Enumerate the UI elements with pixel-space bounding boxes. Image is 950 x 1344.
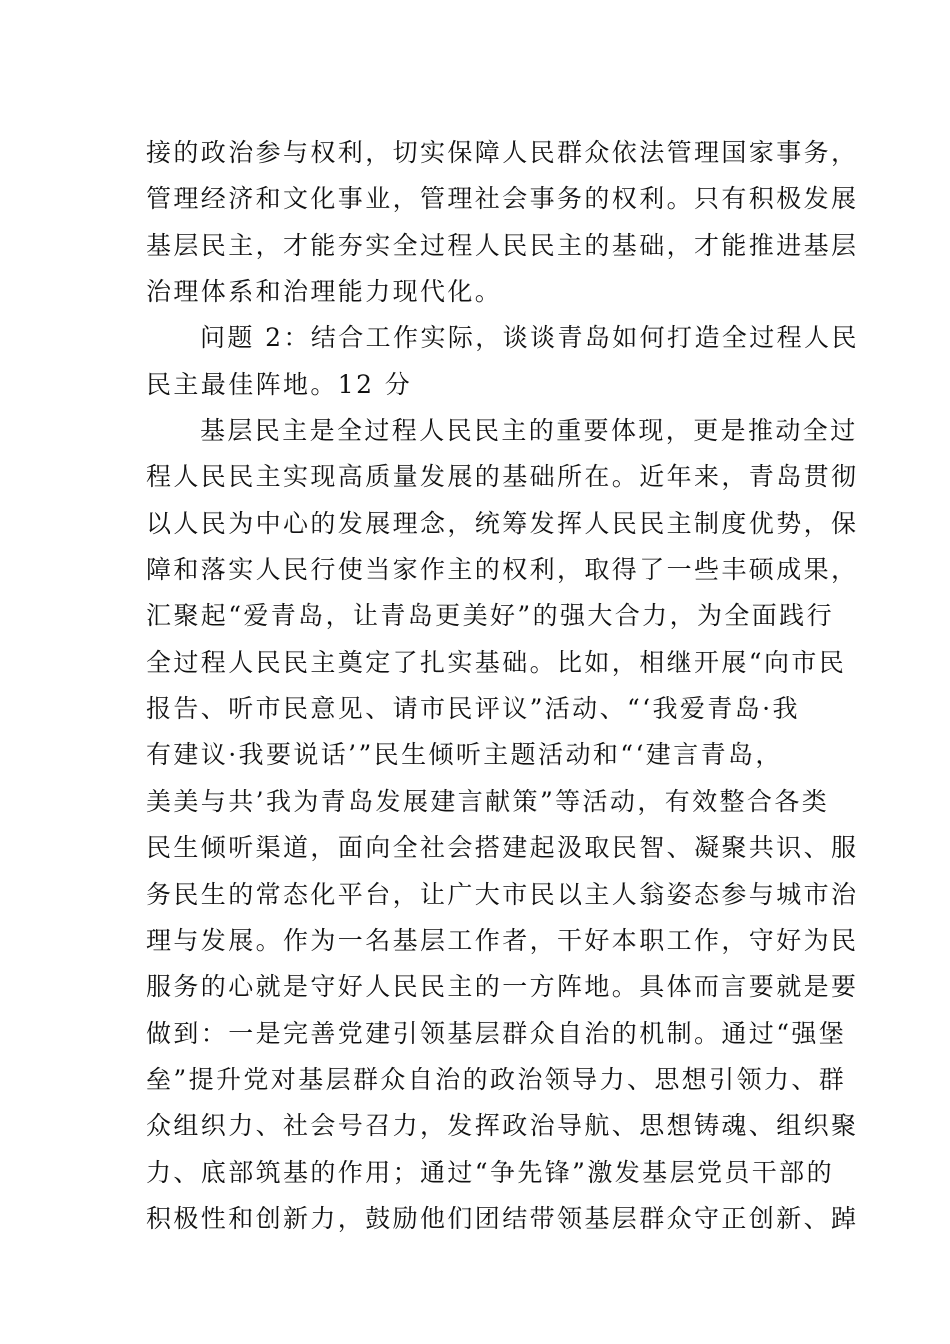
text-line: 报告、听市民意见、请市民评议”活动、“‘我爱青岛·我 (146, 694, 800, 724)
question-heading-line: 民主最佳阵地。12 分 (146, 369, 413, 399)
text-line: 美美与共’我为青岛发展建言献策”等活动，有效整合各类 (146, 786, 830, 816)
text-line: 全过程人民民主奠定了扎实基础。比如，相继开展“向市民 (146, 647, 847, 677)
text-line: 众组织力、社会号召力，发挥政治导航、思想铸魂、组织聚 (146, 1111, 859, 1141)
text-line: 基层民主是全过程人民民主的重要体现，更是推动全过 (200, 416, 858, 446)
text-line: 汇聚起“爱青岛，让青岛更美好”的强大合力，为全面践行 (146, 601, 834, 631)
text-line: 服务的心就是守好人民民主的一方阵地。具体而言要就是要 (146, 972, 859, 1002)
text-line: 民生倾听渠道，面向全社会搭建起汲取民智、凝聚共识、服 (146, 833, 859, 863)
text-line: 务民生的常态化平台，让广大市民以主人翁姿态参与城市治 (146, 879, 859, 909)
text-line: 治理体系和治理能力现代化。 (146, 277, 503, 307)
text-line: 管理经济和文化事业，管理社会事务的权利。只有积极发展 (146, 184, 859, 214)
text-line: 接的政治参与权利，切实保障人民群众依法管理国家事务， (146, 138, 859, 167)
text-line: 有建议·我要说话’”民生倾听主题活动和“‘建言青岛， (146, 740, 783, 770)
text-line: 障和落实人民行使当家作主的权利，取得了一些丰硕成果， (146, 555, 859, 585)
body-text (146, 130, 859, 1242)
text-line: 程人民民主实现高质量发展的基础所在。近年来，青岛贯彻 (146, 462, 859, 492)
text-line: 力、底部筑基的作用；通过“争先锋”激发基层党员干部的 (146, 1157, 834, 1187)
text-line: 基层民主，才能夯实全过程人民民主的基础，才能推进基层 (146, 230, 859, 260)
text-line: 垒”提升党对基层群众自治的政治领导力、思想引领力、群 (146, 1064, 847, 1094)
text-line: 理与发展。作为一名基层工作者，干好本职工作，守好为民 (146, 925, 859, 955)
question-heading-line: 问题 2：结合工作实际，谈谈青岛如何打造全过程人民 (200, 323, 859, 353)
text-line: 积极性和创新力，鼓励他们团结带领基层群众守正创新、踔 (146, 1203, 859, 1233)
text-line: 做到：一是完善党建引领基层群众自治的机制。通过“强堡 (146, 1018, 847, 1048)
text-line: 以人民为中心的发展理念，统筹发挥人民民主制度优势，保 (146, 508, 859, 538)
